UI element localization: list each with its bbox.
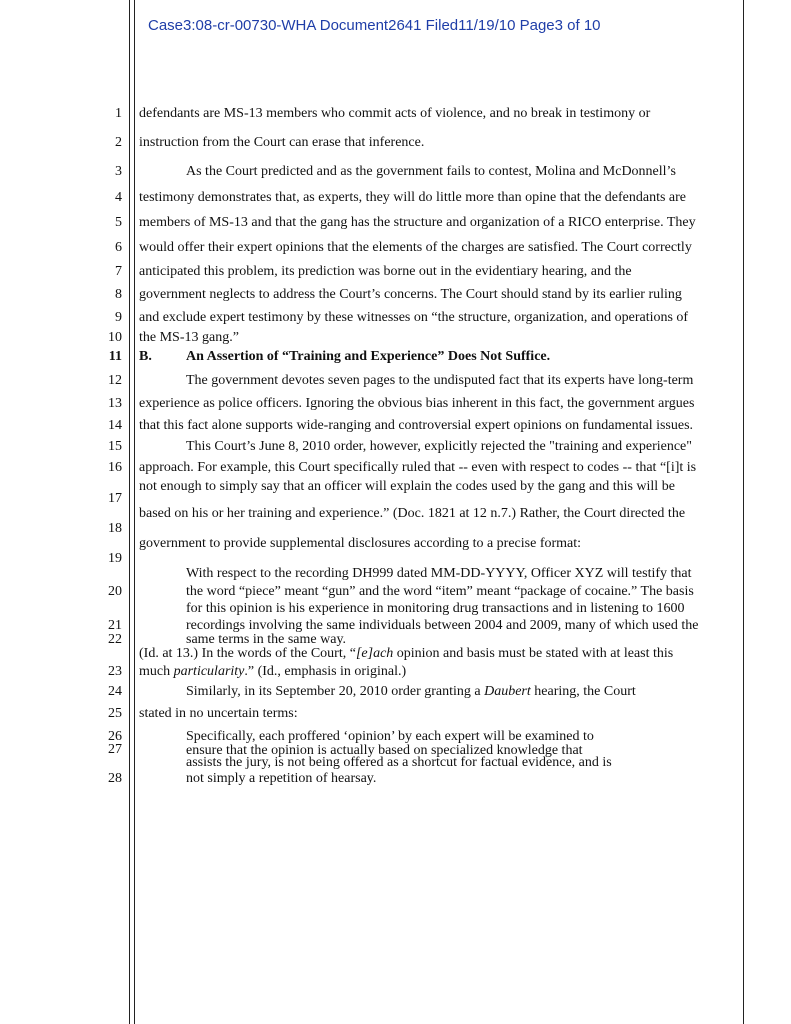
block-quote-line: ensure that the opinion is actually based on specialized knowledge that bbox=[186, 743, 583, 758]
line-number: 1 bbox=[115, 106, 122, 121]
left-margin-rule-inner bbox=[134, 0, 135, 1024]
line-number: 26 bbox=[108, 729, 122, 744]
text-run: .” (Id., emphasis in original.) bbox=[244, 664, 407, 679]
block-quote-line: not simply a repetition of hearsay. bbox=[186, 771, 377, 786]
text-run: (Id. at 13.) In the words of the Court, “ bbox=[139, 646, 356, 661]
line-number: 10 bbox=[108, 330, 122, 345]
body-line: that this fact alone supports wide-ranging and controversial expert opinions on fundamental issues. bbox=[139, 418, 694, 433]
line-number: 25 bbox=[108, 706, 122, 721]
line-number: 13 bbox=[108, 396, 122, 411]
line-number: 22 bbox=[108, 632, 122, 647]
body-line: not enough to simply say that an officer will explain the codes used by the gang and this will be bbox=[139, 479, 675, 494]
body-line bbox=[139, 646, 673, 662]
body-line: The government devotes seven pages to the undisputed fact that its experts have long-term bbox=[186, 373, 694, 388]
body-line: the MS-13 gang.” bbox=[139, 330, 239, 345]
section-heading-letter: B. bbox=[139, 349, 152, 364]
body-line: This Court’s June 8, 2010 order, however, explicitly rejected the "training and experience" bbox=[186, 439, 692, 454]
line-number: 27 bbox=[108, 742, 122, 757]
line-number: 24 bbox=[108, 684, 122, 699]
line-number: 16 bbox=[108, 460, 122, 475]
line-number: 23 bbox=[108, 664, 122, 679]
line-number: 20 bbox=[108, 584, 122, 599]
right-margin-rule bbox=[743, 0, 744, 1024]
block-quote-line: Specifically, each proffered ‘opinion’ by each expert will be examined to bbox=[186, 729, 594, 744]
body-line: defendants are MS-13 members who commit acts of violence, and no break in testimony or bbox=[139, 106, 651, 121]
body-line: As the Court predicted and as the government fails to contest, Molina and McDonnell’s bbox=[186, 164, 676, 179]
block-quote-line: recordings involving the same individuals between 2004 and 2009, many of which used the bbox=[186, 618, 699, 633]
body-line bbox=[186, 684, 636, 700]
body-line: instruction from the Court can erase that inference. bbox=[139, 135, 425, 150]
line-number: 9 bbox=[115, 310, 122, 325]
line-number: 3 bbox=[115, 164, 122, 179]
line-number: 7 bbox=[115, 264, 122, 279]
body-line bbox=[139, 664, 406, 680]
line-number: 8 bbox=[115, 287, 122, 302]
line-number: 19 bbox=[108, 551, 122, 566]
block-quote-line: assists the jury, is not being offered as a shortcut for factual evidence, and is bbox=[186, 755, 612, 770]
case-header: Case3:08-cr-00730-WHA Document2641 Filed11/19/10 Page3 of 10 bbox=[148, 17, 601, 34]
line-number: 18 bbox=[108, 521, 122, 536]
body-line: experience as police officers. Ignoring the obvious bias inherent in this fact, the government argues bbox=[139, 396, 695, 411]
body-line: based on his or her training and experience.” (Doc. 1821 at 12 n.7.) Rather, the Court directed the bbox=[139, 506, 686, 521]
body-line: would offer their expert opinions that the elements of the charges are satisfied. The Court correctly bbox=[139, 240, 692, 255]
body-line: stated in no uncertain terms: bbox=[139, 706, 298, 721]
italic-run: Daubert bbox=[484, 684, 531, 699]
line-number: 2 bbox=[115, 135, 122, 150]
body-line: approach. For example, this Court specifically ruled that -- even with respect to codes -- that “[i]t is bbox=[139, 460, 697, 475]
italic-run: [e]ach bbox=[355, 646, 394, 661]
line-number: 28 bbox=[108, 771, 122, 786]
line-number: 17 bbox=[108, 491, 122, 506]
block-quote-line: for this opinion is his experience in monitoring drug transactions and in listening to 1600 bbox=[186, 601, 685, 616]
line-number: 5 bbox=[115, 215, 122, 230]
italic-run: particularity bbox=[173, 664, 245, 679]
text-run: opinion and basis must be stated with at least this bbox=[393, 646, 674, 661]
block-quote-line: same terms in the same way. bbox=[186, 632, 347, 647]
line-number: 11 bbox=[108, 349, 122, 364]
line-number: 12 bbox=[108, 373, 122, 388]
line-number: 14 bbox=[108, 418, 122, 433]
body-line: members of MS-13 and that the gang has the structure and organization of a RICO enterprise. They bbox=[139, 215, 696, 230]
line-number: 15 bbox=[108, 439, 122, 454]
block-quote-line: With respect to the recording DH999 dated MM-DD-YYYY, Officer XYZ will testify that bbox=[186, 566, 692, 581]
text-run: Similarly, in its September 20, 2010 order granting a bbox=[186, 684, 485, 699]
block-quote-line: the word “piece” meant “gun” and the word “item” meant “package of cocaine.” The basis bbox=[186, 584, 694, 599]
section-heading: An Assertion of “Training and Experience” Does Not Suffice. bbox=[186, 349, 551, 364]
line-number: 4 bbox=[115, 190, 122, 205]
line-number: 6 bbox=[115, 240, 122, 255]
body-line: government to provide supplemental disclosures according to a precise format: bbox=[139, 536, 582, 551]
body-line: and exclude expert testimony by these witnesses on “the structure, organization, and operations of bbox=[139, 310, 689, 325]
body-line: testimony demonstrates that, as experts, they will do little more than opine that the defendants are bbox=[139, 190, 687, 205]
text-run: hearing, the Court bbox=[530, 684, 636, 699]
text-run: much bbox=[139, 664, 174, 679]
line-number: 21 bbox=[108, 618, 122, 633]
body-line: anticipated this problem, its prediction was borne out in the evidentiary hearing, and the bbox=[139, 264, 632, 279]
body-line: government neglects to address the Court’s concerns. The Court should stand by its earlier ruling bbox=[139, 287, 682, 302]
left-margin-rule-outer bbox=[129, 0, 130, 1024]
